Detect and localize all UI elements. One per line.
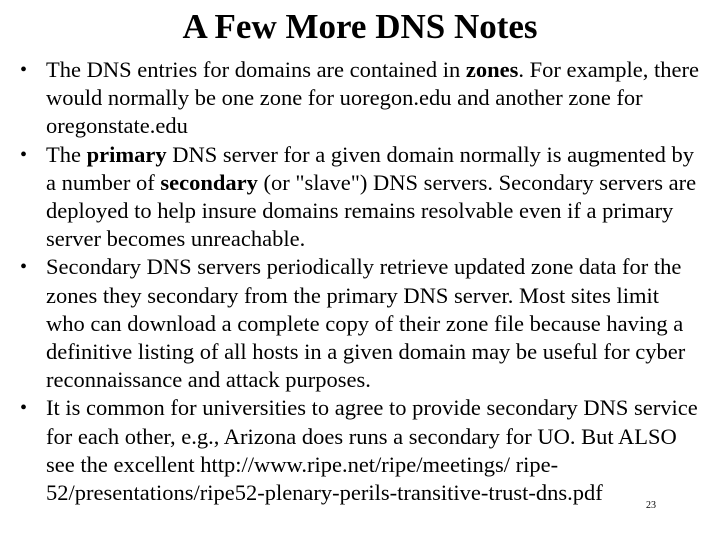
bullet-item-zone-transfer	[20, 253, 700, 394]
bullet-text: Secondary DNS servers periodically retrieve updated zone data for the zones they secondary from the primary DNS server. Most sites limit who can download a complete copy of their zone file because having a definitive listing of all hosts in a given domain may be useful for cyber reconnaissance and attack purposes.	[46, 254, 686, 393]
bullet-item-primary-secondary	[20, 141, 700, 254]
slide-title: A Few More DNS Notes	[182, 7, 538, 46]
bullet-dot-icon: •	[20, 143, 28, 166]
bullet-dot-icon: •	[20, 59, 28, 81]
bullet-dot-icon: •	[20, 256, 28, 279]
bullet-text	[46, 142, 696, 252]
bullet-item-zones	[20, 56, 700, 141]
text-run: The	[46, 141, 87, 167]
bullet-text	[46, 57, 699, 138]
bold-term-secondary: secondary	[160, 169, 258, 195]
page-number: 23	[646, 500, 656, 511]
bold-term-primary: primary	[86, 141, 167, 167]
bullet-text: It is common for universities to agree to provide secondary DNS service for each other, e.g., Arizona does runs a secondary for UO. But ALSO see the excellent http://www.ripe.net/ripe/meetings/ ripe-52/presentations/ripe52-plenary-perils-transitive-trust-dns.pdf	[46, 395, 698, 506]
text-run: . For example, there would normally be one zone for uoregon.edu and another zone for oregonstate.edu	[46, 57, 699, 139]
text-run: (or "slave") DNS servers. Secondary servers are deployed to help insure domains remains resolvable even if a primary server becomes unreachable.	[46, 169, 697, 252]
bullet-item-universities	[20, 394, 700, 507]
bold-term-zones: zones	[465, 57, 519, 82]
text-run: DNS server for a given domain normally is augmented by a number of	[46, 141, 694, 195]
text-run: The DNS entries for domains are contained in	[46, 57, 466, 82]
bullet-dot-icon: •	[20, 397, 28, 420]
bullet-list	[20, 56, 700, 507]
